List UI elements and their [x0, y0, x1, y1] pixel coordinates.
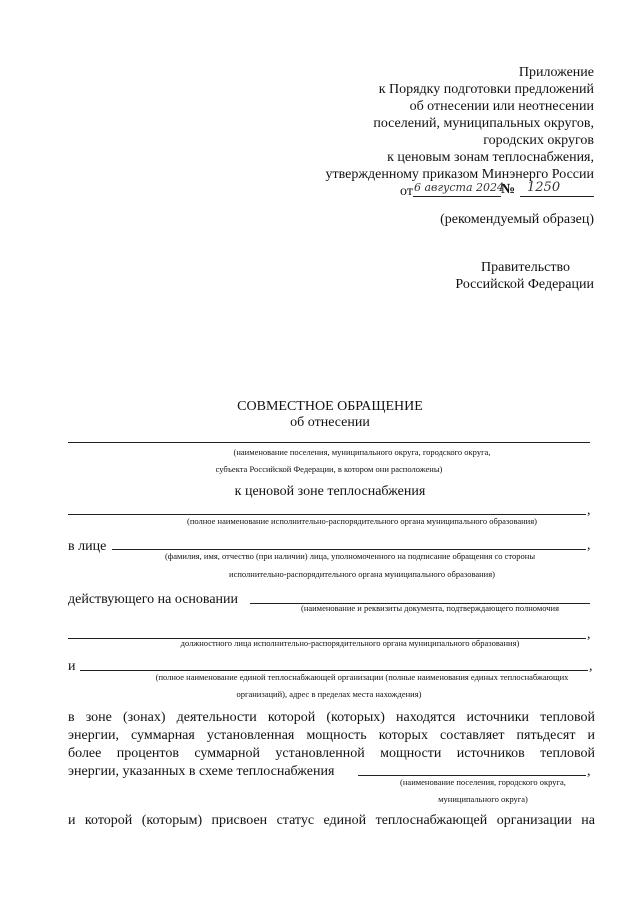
person-hint: (фамилия, имя, отчество (при наличии) лица, уполномоченного на подписание обращения со стороны — [164, 551, 536, 561]
date-label: от — [400, 184, 413, 199]
organization-field-line[interactable] — [80, 670, 588, 671]
appendix-line: поселений, муниципальных округов, — [373, 116, 594, 131]
in-person-label: в лице — [68, 539, 107, 554]
appendix-line: к Порядку подготовки предложений — [378, 82, 594, 97]
final-line: и которой (которым) присвоен статус единой теплоснабжающей организации на — [68, 813, 595, 828]
body-paragraph-line: в зоне (зонах) деятельности которой (которых) находятся источники тепловой — [68, 710, 595, 725]
scheme-hint: муниципального округа) — [438, 794, 528, 804]
comma: , — [587, 503, 591, 518]
settlement-hint: субъекта Российской Федерации, в котором они расположены) — [215, 464, 443, 474]
comma: , — [589, 659, 593, 674]
number-underline — [520, 196, 594, 197]
to-zone-text: к ценовой зоне теплоснабжения — [234, 484, 426, 499]
executive-body-field-line[interactable] — [68, 514, 586, 515]
date-underline — [413, 196, 501, 197]
doc-subtitle: об отнесении — [290, 415, 370, 430]
number-label: № — [501, 182, 516, 197]
and-label: и — [68, 659, 76, 674]
appendix-line: к ценовым зонам теплоснабжения, — [387, 150, 594, 165]
basis-hint: (наименование и реквизиты документа, подтверждающего полномочия — [300, 603, 559, 613]
body-paragraph-line: более процентов суммарной установленной мощности источников тепловой — [68, 746, 595, 761]
executive-body-hint: (полное наименование исполнительно-распорядительного органа муниципального образования) — [187, 516, 537, 526]
person-hint: исполнительно-распорядительного органа муниципального образования) — [229, 569, 495, 579]
sample-note: (рекомендуемый образец) — [440, 212, 594, 227]
body-paragraph-line: энергии, суммарная установленная мощность которых составляет пятьдесят и — [68, 728, 595, 743]
body-paragraph-line: энергии, указанных в схеме теплоснабжения — [68, 764, 335, 779]
acting-label: действующего на основании — [68, 592, 239, 607]
appendix-line: городских округов — [483, 133, 594, 148]
appendix-line: утвержденному приказом Минэнерго России — [325, 167, 594, 182]
comma: , — [587, 764, 591, 779]
comma: , — [587, 627, 591, 642]
organization-hint: (полное наименование единой теплоснабжающей организации (полные наименования единых теплоснабжающих — [155, 672, 569, 682]
doc-title: СОВМЕСТНОЕ ОБРАЩЕНИЕ — [237, 399, 423, 414]
organization-hint: организаций), адрес в пределах места нахождения) — [236, 689, 422, 699]
scheme-hint: (наименование поселения, городского округа, — [400, 777, 566, 787]
basis-hint: должностного лица исполнительно-распорядительного органа муниципального образования) — [180, 638, 520, 648]
addressee-line1: Правительство — [481, 260, 570, 275]
scheme-field-line[interactable] — [358, 775, 586, 776]
addressee-line2: Российской Федерации — [455, 277, 594, 292]
settlement-field-line[interactable] — [68, 442, 590, 443]
appendix-title: Приложение — [518, 65, 594, 80]
settlement-hint: (наименование поселения, муниципального округа, городского округа, — [233, 447, 491, 457]
appendix-line: об отнесении или неотнесении — [409, 99, 594, 114]
comma: , — [587, 538, 591, 553]
handwritten-date: 6 августа 2024 — [414, 181, 505, 194]
handwritten-number: 1250 — [527, 180, 561, 195]
person-field-line[interactable] — [112, 549, 586, 550]
